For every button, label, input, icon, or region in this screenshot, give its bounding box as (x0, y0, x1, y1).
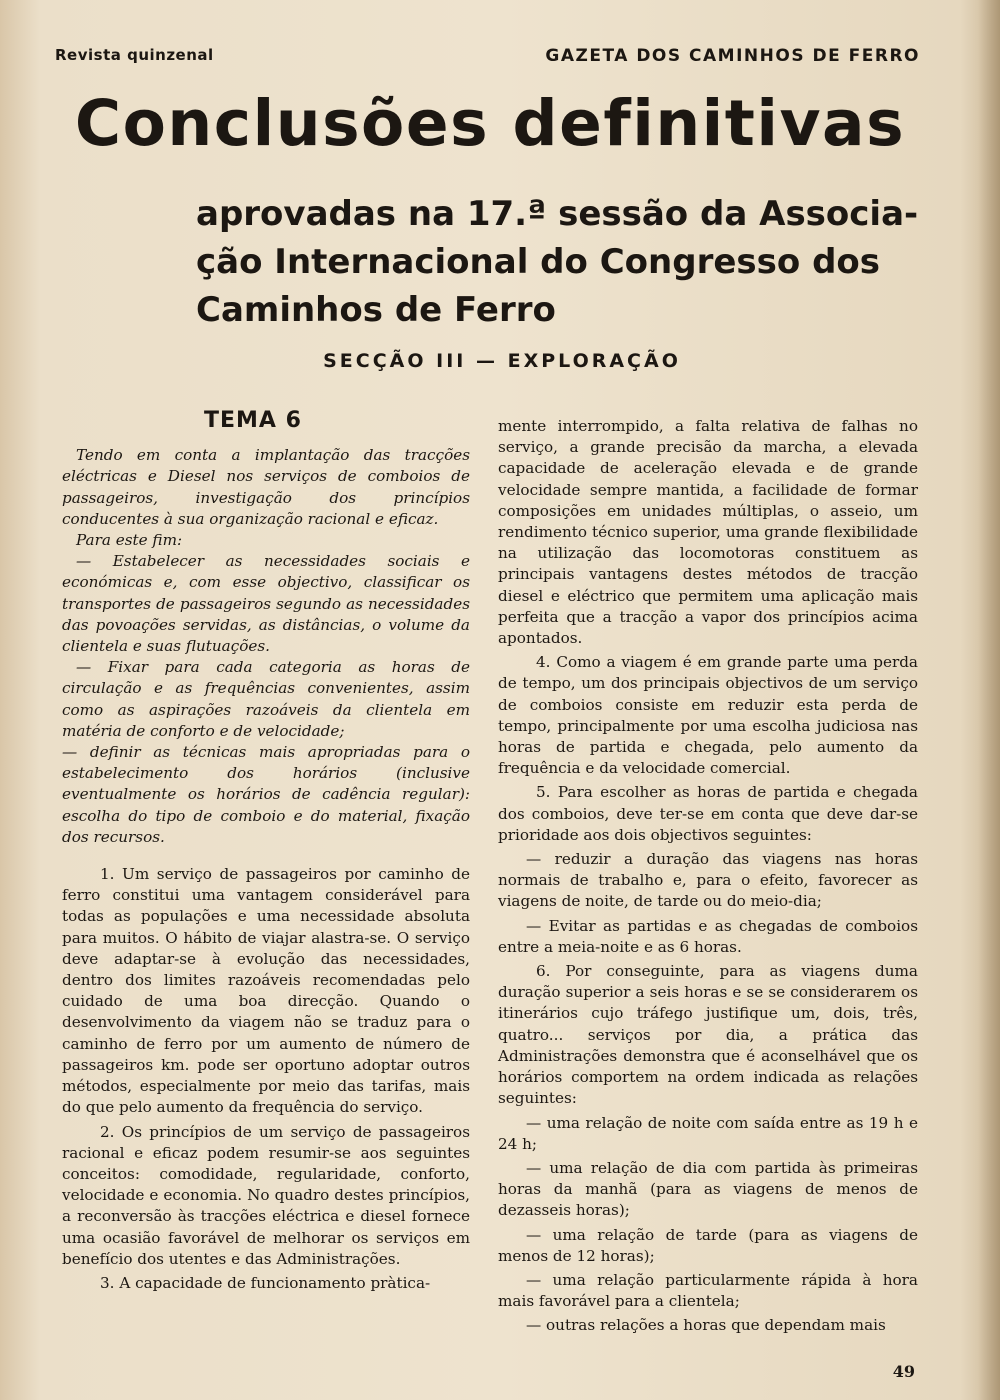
left-column (62, 410, 470, 1297)
body-paragraph: 5. Para escolher as horas de partida e chegada dos comboios, deve ter-se em conta que deve dar-se prioridade aos dois objectivos seguintes: (498, 783, 918, 844)
subtitle-line: aprovadas na 17.ª sessão da Associa- (196, 194, 919, 234)
list-item: — uma relação de dia com partida às primeiras horas da manhã (para as viagens de menos de dezasseis horas); (498, 1158, 918, 1220)
section-heading: SECÇÃO III — EXPLORAÇÃO (323, 350, 681, 372)
intro-paragraph: Tendo em conta a implantação das tracções eléctricas e Diesel nos serviços de comboios de passageiros, investigação dos princípios conducentes à sua organização racional e eficaz. (62, 446, 470, 528)
page-title: Conclusões definitivas (74, 87, 906, 160)
subtitle-line: ção Internacional do Congresso dos (196, 242, 881, 282)
list-item: — outras relações a horas que dependam mais (526, 1316, 886, 1335)
page-number: 49 (892, 1362, 915, 1381)
body-paragraph: 1. Um serviço de passageiros por caminho de ferro constitui uma vantagem considerável para todas as populações e uma necessidade absoluta para muitos. O hábito de viajar alastra-se. O serviço deve adaptar-se à evolução das necessidades, dentro dos limites razoáveis recomendadas pelo cuidado de uma boa direcção. Quando o desenvolvimento da viagem não se traduz para o caminho de ferro por um aumento de número de passageiros km. pode ser oportuno adoptar outros métodos, especialmente por meio das tarifas, mais do que pelo aumento da frequência do serviço. (62, 865, 470, 1117)
subtitle-line: Caminhos de Ferro (196, 290, 556, 330)
list-item: — uma relação de tarde (para as viagens de menos de 12 horas); (498, 1225, 918, 1265)
body-paragraph: 4. Como a viagem é em grande parte uma perda de tempo, um dos principais objectivos de um serviço de comboios consiste em reduzir esta perda de tempo, principalmente por uma escolha judiciosa nas horas de partida e chegada, pelo aumento da frequência e da velocidade comercial. (498, 653, 918, 778)
body-paragraph: 2. Os princípios de um serviço de passageiros racional e eficaz podem resumir-se aos seguintes conceitos: comodidade, regularidade, conforto, velocidade e economia. No quadro destes princípios, a reconversão às tracções eléctrica e diesel fornece uma ocasião favorável de melhorar os serviços em benefício dos utentes e das Administrações. (62, 1122, 470, 1268)
intro-paragraph: Para este fim: (76, 531, 183, 550)
list-item: — reduzir a duração das viagens nas horas normais de trabalho e, para o efeito, favorecer as viagens de noite, de tarde ou do meio-dia; (498, 850, 918, 911)
header-left: Revista quinzenal (55, 46, 214, 64)
list-item: — uma relação de noite com saída entre as 19 h e 24 h; (498, 1113, 918, 1153)
body-paragraph: 3. A capacidade de funcionamento pràtica- (100, 1273, 431, 1292)
list-item: — Evitar as partidas e as chegadas de comboios entre a meia-noite e as 6 horas. (498, 916, 918, 956)
intro-paragraph: — definir as técnicas mais apropriadas para o estabelecimento dos horários (inclusive eventualmente os horários de cadência regular): escolha do tipo de comboio e do material, fixação dos recursos. (62, 743, 470, 846)
tema-heading: TEMA 6 (204, 408, 302, 433)
right-column (498, 416, 918, 1340)
intro-block (62, 445, 470, 848)
page-subtitle (196, 190, 936, 334)
left-body (62, 864, 470, 1294)
intro-paragraph: — Fixar para cada categoria as horas de circulação e as frequências convenientes, assim como as aspirações razoáveis da clientela em matéria de conforto e de velocidade; (62, 658, 470, 740)
intro-paragraph: — Estabelecer as necessidades sociais e económicas e, com esse objectivo, classificar os transportes de passageiros segundo as necessidades das povoações servidas, as distâncias, o volume da clientela e suas flutuações. (62, 552, 470, 656)
body-paragraph: 6. Por conseguinte, para as viagens duma duração superior a seis horas e se se considerarem os itinerários cujo tráfego justifique um, dois, três, quatro... serviços por dia, a prática das Administrações demonstra que é aconselhável que os horários comportem na ordem indicada as relações seguintes: (498, 962, 918, 1108)
list-item: — uma relação particularmente rápida à hora mais favorável para a clientela; (498, 1270, 918, 1311)
body-paragraph: mente interrompido, a falta relativa de falhas no serviço, a grande precisão da marcha, a elevada capacidade de aceleração elevada e de grande velocidade sempre mantida, a facilidade de formar composições em unidades múltiplas, o asseio, um rendimento técnico superior, uma grande flexibilidade na utilização das locomotoras constituem as principais vantagens destes métodos de tracção diesel e eléctrico que permitem uma aplicação mais perfeita que a tracção a vapor dos princípios acima apontados. (498, 417, 918, 648)
page-edge-shadow (978, 0, 1000, 1400)
header-right: GAZETA DOS CAMINHOS DE FERRO (545, 46, 920, 66)
